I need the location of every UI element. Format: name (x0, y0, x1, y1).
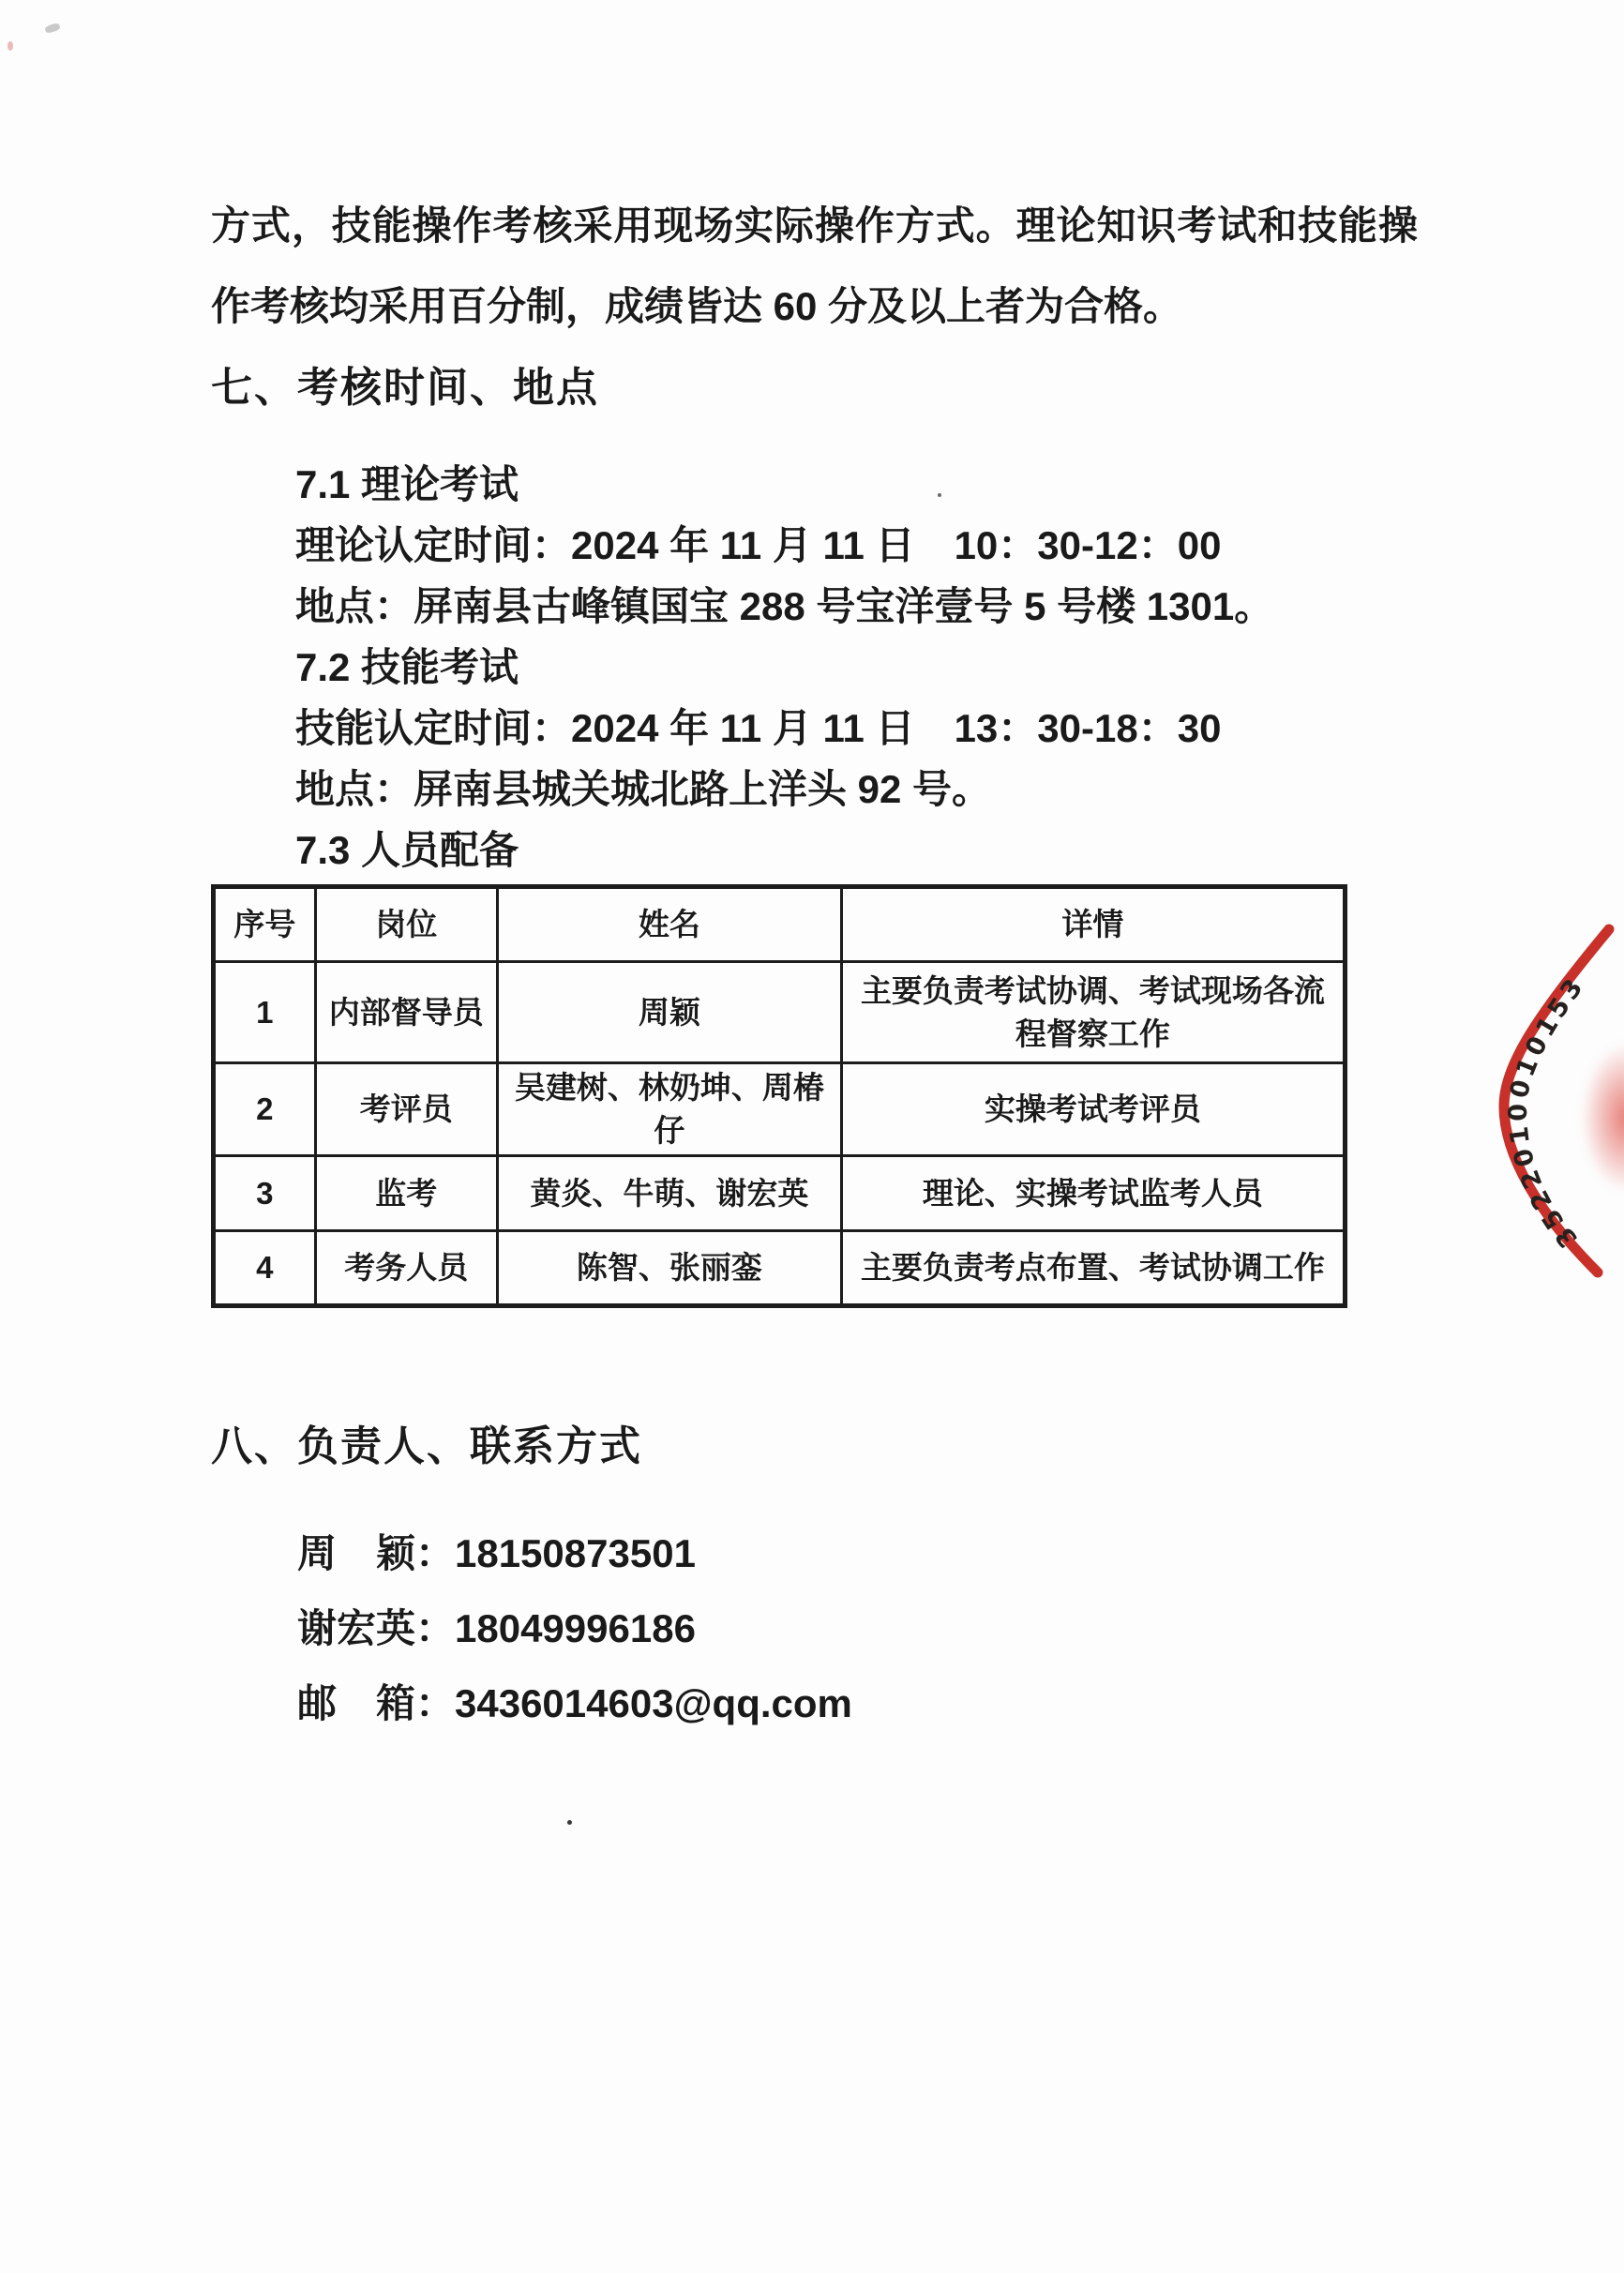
header-cell-post: 岗位 (315, 887, 497, 962)
intro-paragraph (211, 186, 1418, 347)
cell-detail: 主要负责考试协调、考试现场各流程督察工作 (841, 962, 1345, 1063)
cell-names: 黄炎、牛萌、谢宏英 (497, 1156, 841, 1231)
section-7-body (295, 454, 1418, 881)
stamp-ink-blob (1581, 1043, 1624, 1193)
cell-post: 考务人员 (315, 1231, 497, 1306)
scan-speck (8, 41, 13, 51)
cell-detail: 理论、实操考试监考人员 (841, 1156, 1345, 1231)
skill-location-line: 地点：屏南县城关城北路上洋头 92 号。 (295, 767, 992, 811)
staff-table (211, 884, 1347, 1308)
cell-post: 监考 (315, 1156, 497, 1231)
stamp-number: 3522010010153 (1503, 971, 1591, 1254)
scan-speck (567, 1820, 572, 1825)
header-cell-no: 序号 (214, 887, 316, 962)
cell-post: 考评员 (315, 1063, 497, 1156)
cell-names: 陈智、张丽銮 (497, 1231, 841, 1306)
skill-time-line: 技能认定时间：2024 年 11 月 11 日 13：30-18：30 (295, 706, 1222, 750)
contact-line-email: 邮 箱：3436014603@qq.com (297, 1681, 852, 1725)
scan-speck (44, 23, 61, 35)
document-content (211, 0, 1418, 1741)
cell-post: 内部督导员 (315, 962, 497, 1063)
intro-line-2: 作考核均采用百分制，成绩皆达 60 分及以上者为合格。 (211, 284, 1183, 328)
section-7-heading: 七、考核时间、地点 (211, 365, 599, 411)
table-row (214, 962, 1346, 1063)
cell-no: 1 (214, 962, 316, 1063)
table-row (214, 1231, 1346, 1306)
cell-no: 2 (214, 1063, 316, 1156)
cell-no: 4 (214, 1231, 316, 1306)
scan-speck (938, 493, 941, 497)
header-cell-names: 姓名 (497, 887, 841, 962)
table-row (214, 1063, 1346, 1156)
cell-detail: 主要负责考点布置、考试协调工作 (841, 1231, 1345, 1306)
contact-list (297, 1516, 1418, 1741)
stamp-number-text (1504, 971, 1591, 1253)
theory-location-line: 地点：屏南县古峰镇国宝 288 号宝洋壹号 5 号楼 1301。 (295, 584, 1274, 628)
subsection-7-2-heading: 7.2 技能考试 (295, 645, 519, 689)
cell-names: 吴建树、林奶坤、周椿仔 (497, 1063, 841, 1156)
subsection-7-3-heading: 7.3 人员配备 (295, 828, 519, 872)
intro-line-1: 方式，技能操作考核采用现场实际操作方式。理论知识考试和技能操 (211, 203, 1418, 248)
contact-line-zhouying: 周 颖：18150873501 (297, 1531, 696, 1575)
cell-names: 周颖 (497, 962, 841, 1063)
staff-table-header-row (214, 887, 1346, 962)
cell-detail: 实操考试考评员 (841, 1063, 1345, 1156)
table-row (214, 1156, 1346, 1231)
subsection-7-1-heading: 7.1 理论考试 (295, 462, 519, 506)
cell-no: 3 (214, 1156, 316, 1231)
contact-line-xiehongying: 谢宏英：18049996186 (297, 1606, 696, 1650)
theory-time-line: 理论认定时间：2024 年 11 月 11 日 10：30-12：00 (295, 523, 1222, 567)
section-8-heading: 八、负责人、联系方式 (211, 1423, 642, 1469)
header-cell-detail: 详情 (841, 887, 1345, 962)
